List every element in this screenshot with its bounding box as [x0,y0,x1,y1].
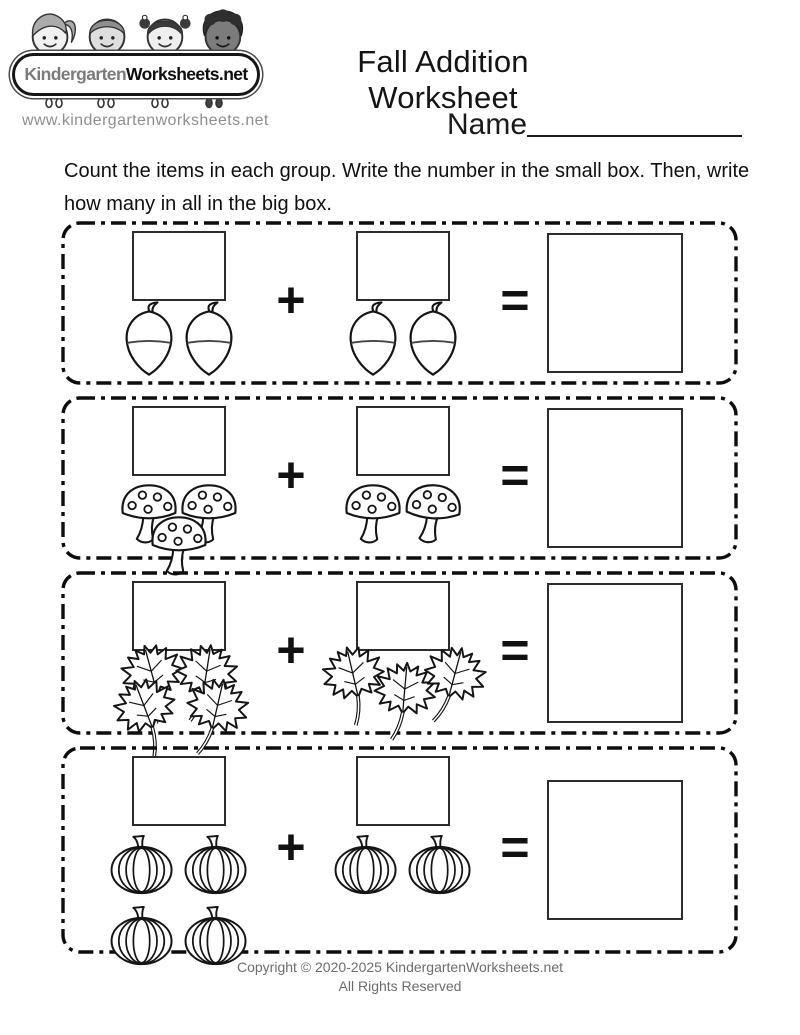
page-title: Fall Addition Worksheet [357,44,529,115]
leaf-items-right [303,645,503,727]
leaf-icon [408,637,494,734]
copyright-line: Copyright © 2020-2025 KindergartenWorksheets.net [236,959,564,975]
name-line [447,108,742,141]
addend-group-left [89,231,269,377]
pumpkin-icon [405,835,475,895]
pumpkin-icon [107,906,177,966]
count-box-left[interactable] [132,231,226,301]
pumpkin-icon [331,835,401,895]
plus-sign: + [276,272,306,328]
equals-sign: = [500,447,530,503]
brand-name-bold: Worksheets.net [126,64,248,84]
total-box[interactable] [547,780,683,920]
mushroom-items-left [104,482,254,576]
addend-group-right [313,231,493,377]
plus-sign: + [276,819,306,875]
acorn-icon [342,301,404,377]
total-box[interactable] [547,583,683,723]
acorn-items-right [343,301,463,377]
mushroom-icon [148,514,210,576]
equals-sign: = [500,272,530,328]
plus-sign: + [276,622,306,678]
pumpkin-items-left [97,834,261,967]
mushroom-items-right [328,482,478,544]
pumpkin-icon [107,835,177,895]
mushroom-icon [400,480,465,545]
acorn-icon [178,301,240,377]
kid-boy-bowlcut [90,20,125,55]
kid-girl-pigtails [139,15,190,54]
mushroom-icon [342,482,404,544]
count-box-right[interactable] [356,231,450,301]
addend-group-right [313,756,493,896]
leaf-items-left [109,643,249,759]
problem-row-mushroom [61,396,738,560]
rights-reserved-line: All Rights Reserved [338,977,462,994]
count-box-left[interactable] [132,756,226,826]
count-box-left[interactable] [132,406,226,476]
pumpkin-icon [181,906,251,966]
name-input-line[interactable] [527,135,742,137]
site-logo [12,6,260,110]
pumpkin-icon [181,835,251,895]
pumpkin-items-right [321,834,485,896]
instructions-text: Count the items in each group. Write the number in the small box. Then, write how many in all in the big box. [64,160,750,215]
problems-list [61,221,738,954]
kids-feet-illustration [31,97,241,110]
addend-group-left [89,406,269,576]
addend-group-left [89,581,269,759]
logo-box [12,53,260,96]
kid-boy-curly [203,9,242,54]
acorn-icon [402,301,464,377]
addend-group-left [89,756,269,967]
problem-row-acorn [61,221,738,385]
acorn-items-left [119,301,239,377]
problem-row-leaf [61,571,738,735]
addend-group-right [313,581,493,727]
equals-sign: = [500,819,530,875]
total-box[interactable] [547,408,683,548]
brand-name-regular: Kindergarten [24,64,127,84]
name-label: Name [447,108,528,141]
count-box-right[interactable] [356,756,450,826]
acorn-icon [118,301,180,377]
kid-girl-ponytail [33,14,76,54]
plus-sign: + [276,447,306,503]
equals-sign: = [500,622,530,678]
problem-row-pumpkin [61,746,738,954]
addend-group-right [313,406,493,544]
footer [0,958,800,996]
count-box-right[interactable] [356,406,450,476]
total-box[interactable] [547,233,683,373]
site-url: www.kindergartenworksheets.net [22,112,269,129]
